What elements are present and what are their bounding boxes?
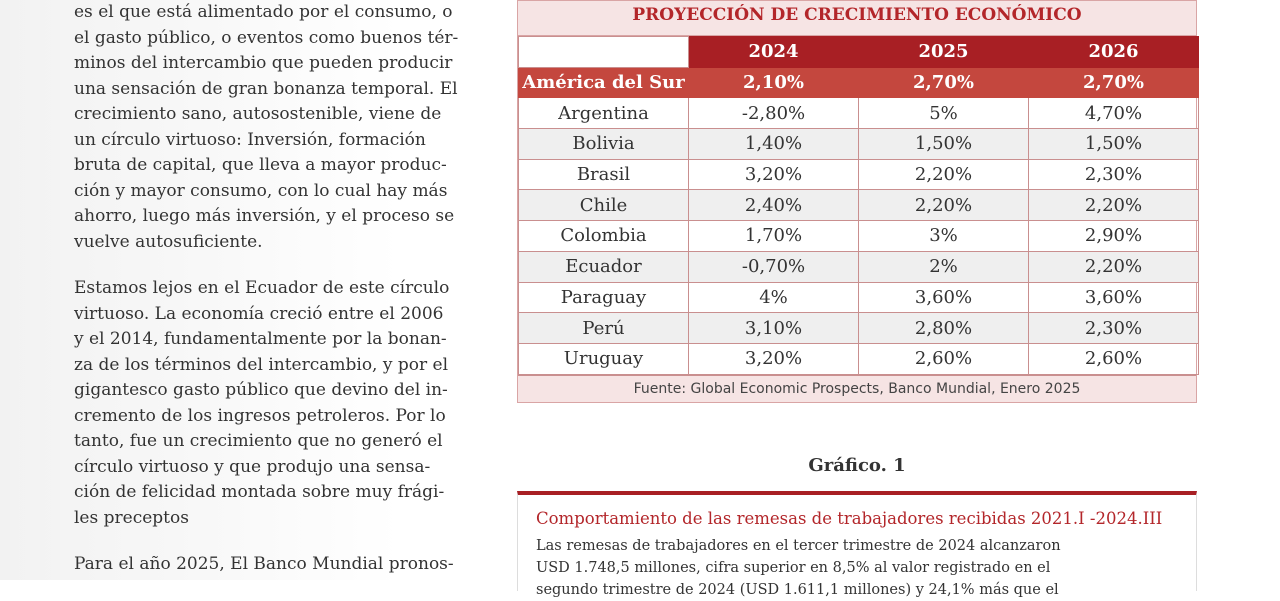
- growth-value: 2,30%: [1029, 313, 1199, 344]
- growth-value: 1,70%: [689, 221, 859, 252]
- growth-value: -0,70%: [689, 251, 859, 282]
- projection-grid: [518, 36, 1199, 375]
- region-name: América del Sur: [519, 67, 689, 98]
- region-value: 2,70%: [859, 67, 1029, 98]
- text-line: una sensación de gran bonanza temporal. El: [74, 78, 458, 99]
- text-line: les preceptos: [74, 507, 189, 528]
- graph-label: Gráfico. 1: [808, 455, 906, 476]
- text-line: bruta de capital, que lleva a mayor produc-: [74, 155, 447, 175]
- header-blank-cell: [519, 37, 689, 68]
- country-name: Uruguay: [519, 343, 689, 374]
- text-line: ción de felicidad montada sobre muy frági-: [74, 482, 445, 502]
- growth-value: 2,40%: [689, 190, 859, 221]
- growth-value: 2%: [859, 251, 1029, 282]
- graph-heading: Comportamiento de las remesas de trabajadores recibidas 2021.I -2024.III: [536, 509, 1163, 528]
- country-name: Colombia: [519, 221, 689, 252]
- text-line: virtuoso. La economía creció entre el 2006: [74, 303, 444, 324]
- text-line: za de los términos del intercambio, y por el: [74, 354, 449, 375]
- growth-value: 2,90%: [1029, 221, 1199, 252]
- text-line: es el que está alimentado por el consumo, o: [74, 2, 453, 22]
- growth-value: 2,20%: [859, 190, 1029, 221]
- text-line: ahorro, luego más inversión, y el proceso se: [74, 206, 455, 226]
- year-header-row: [519, 37, 1199, 68]
- text-line: Estamos lejos en el Ecuador de este círculo: [74, 278, 450, 298]
- country-name: Bolivia: [519, 129, 689, 160]
- growth-value: 3,60%: [859, 282, 1029, 313]
- text-line: gigantesco gasto público que devino del in-: [74, 380, 448, 400]
- country-name: Perú: [519, 313, 689, 344]
- growth-value: 3,20%: [689, 159, 859, 190]
- growth-value: 2,60%: [859, 343, 1029, 374]
- growth-value: 1,40%: [689, 129, 859, 160]
- paragraph-2: [74, 276, 449, 531]
- year-header: 2025: [859, 37, 1029, 68]
- growth-value: 2,80%: [859, 313, 1029, 344]
- description-line: segundo trimestre de 2024 (USD 1.611,1 millones) y 24,1% más que el: [536, 582, 1059, 598]
- table-title: PROYECCIÓN DE CRECIMIENTO ECONÓMICO: [518, 1, 1196, 36]
- text-line: Para el año 2025, El Banco Mundial pronos-: [74, 554, 454, 574]
- country-row: [519, 343, 1199, 374]
- text-line: y el 2014, fundamentalmente por la bonan-: [74, 329, 447, 349]
- growth-value: 1,50%: [1029, 129, 1199, 160]
- country-row: [519, 313, 1199, 344]
- paragraph-3: [74, 552, 454, 578]
- text-line: crecimiento sano, autosostenible, viene de: [74, 104, 442, 124]
- region-value: 2,70%: [1029, 67, 1199, 98]
- year-header: 2026: [1029, 37, 1199, 68]
- text-line: círculo virtuoso y que produjo una sensa-: [74, 456, 431, 477]
- graph-box: [517, 491, 1197, 598]
- growth-value: 3%: [859, 221, 1029, 252]
- text-line: vuelve autosuficiente.: [74, 231, 263, 252]
- paragraph-1: [74, 0, 458, 255]
- growth-value: 2,60%: [1029, 343, 1199, 374]
- growth-value: 3,20%: [689, 343, 859, 374]
- text-line: minos del intercambio que pueden producir: [74, 53, 453, 73]
- country-row: [519, 221, 1199, 252]
- description-line: Las remesas de trabajadores en el tercer trimestre de 2024 alcanzaron: [536, 538, 1061, 554]
- growth-value: 2,20%: [859, 159, 1029, 190]
- country-name: Brasil: [519, 159, 689, 190]
- country-row: [519, 129, 1199, 160]
- country-row: [519, 98, 1199, 129]
- country-row: [519, 159, 1199, 190]
- growth-value: 2,30%: [1029, 159, 1199, 190]
- text-line: un círculo virtuoso: Inversión, formación: [74, 129, 426, 150]
- table-source: Fuente: Global Economic Prospects, Banco Mundial, Enero 2025: [518, 375, 1196, 402]
- growth-value: 2,20%: [1029, 251, 1199, 282]
- text-line: ción y mayor consumo, con lo cual hay más: [74, 180, 448, 201]
- growth-value: 1,50%: [859, 129, 1029, 160]
- graph-description: [536, 535, 1061, 601]
- country-row: [519, 190, 1199, 221]
- growth-value: 5%: [859, 98, 1029, 129]
- year-header: 2024: [689, 37, 859, 68]
- country-name: Argentina: [519, 98, 689, 129]
- region-value: 2,10%: [689, 67, 859, 98]
- growth-value: 4,70%: [1029, 98, 1199, 129]
- growth-value: 2,20%: [1029, 190, 1199, 221]
- text-line: tanto, fue un crecimiento que no generó el: [74, 431, 443, 451]
- country-row: [519, 282, 1199, 313]
- country-name: Chile: [519, 190, 689, 221]
- country-name: Paraguay: [519, 282, 689, 313]
- growth-value: 3,10%: [689, 313, 859, 344]
- text-line: el gasto público, o eventos como buenos tér-: [74, 27, 459, 48]
- country-name: Ecuador: [519, 251, 689, 282]
- region-row: [519, 67, 1199, 98]
- description-line: USD 1.748,5 millones, cifra superior en 8,5% al valor registrado en el: [536, 560, 1051, 576]
- growth-value: 3,60%: [1029, 282, 1199, 313]
- text-line: cremento de los ingresos petroleros. Por lo: [74, 405, 446, 426]
- growth-projection-table: [517, 0, 1197, 403]
- country-row: [519, 251, 1199, 282]
- growth-value: 4%: [689, 282, 859, 313]
- growth-value: -2,80%: [689, 98, 859, 129]
